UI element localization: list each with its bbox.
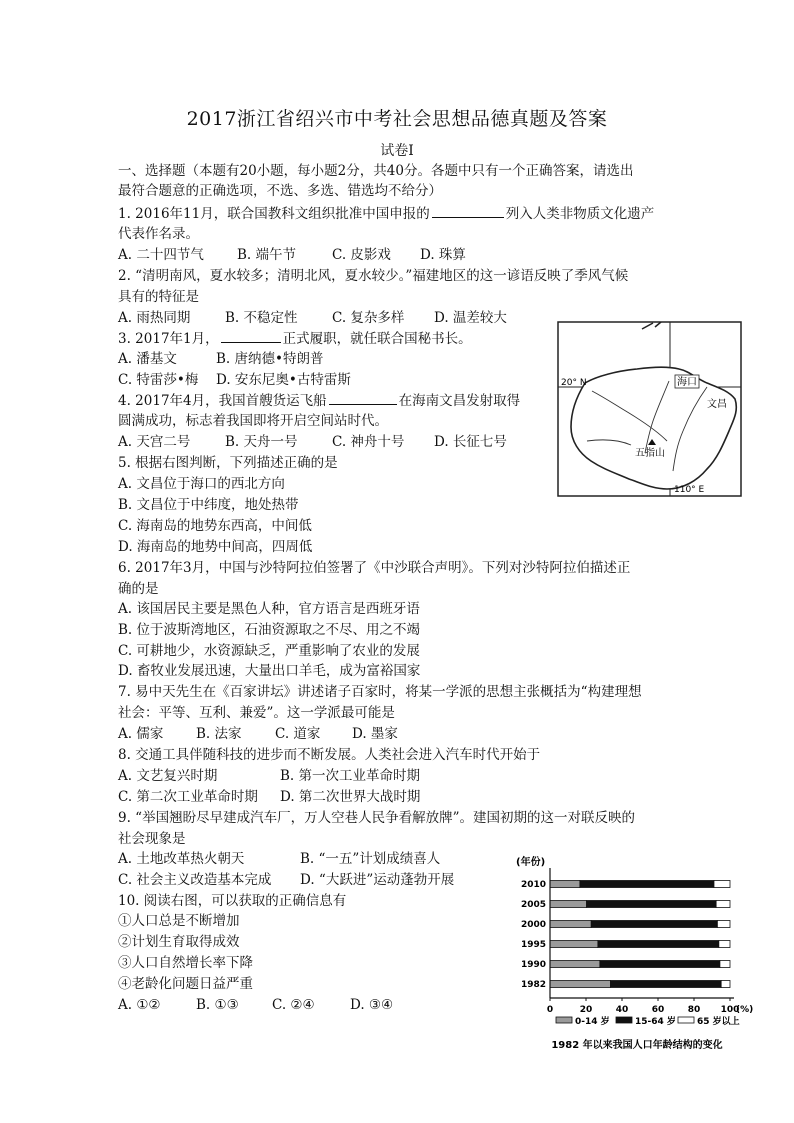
instructions-line-1: 一、选择题（本题有20小题，每小题2分，共40分。各题中只有一个正确答案，请选出 xyxy=(118,163,634,179)
q4-stem-cont: 圆满成功，标志着我国即将开启空间站时代。 xyxy=(118,413,388,429)
q3-option-a: A. 潘基文 xyxy=(118,351,177,367)
bar-segment xyxy=(720,961,730,968)
bar-segment xyxy=(598,941,719,948)
q10-stem: 10. 阅读右图，可以获取的正确信息有 xyxy=(118,893,347,909)
instructions-line-2: 最符合题意的正确选项，不选、多选、错选均不给分） xyxy=(118,183,442,199)
q5-option-c: C. 海南岛的地势东西高，中间低 xyxy=(118,518,312,534)
y-tick-label: 1990 xyxy=(520,960,546,970)
latitude-label: 20° N xyxy=(561,378,587,388)
bar-segment xyxy=(550,901,587,908)
x-axis-unit: (%) xyxy=(736,1005,754,1015)
q3-option-b: B. 唐纳德•特朗普 xyxy=(216,351,324,367)
q1-option-c: C. 皮影戏 xyxy=(332,247,391,263)
q10-item-4: ④老龄化问题日益严重 xyxy=(118,976,253,992)
q9-stem-cont: 社会现象是 xyxy=(118,831,186,847)
bar-segment xyxy=(716,901,730,908)
q4-option-c: C. 神舟十号 xyxy=(332,434,405,450)
chart-title: 1982 年以来我国人口年龄结构的变化 xyxy=(551,1040,723,1051)
q5-stem: 5. 根据右图判断，下列描述正确的是 xyxy=(118,455,338,471)
q7-option-b: B. 法家 xyxy=(196,726,242,742)
q8-option-d: D. 第二次世界大战时期 xyxy=(280,789,421,805)
q2-option-b: B. 不稳定性 xyxy=(225,310,298,326)
q4-stem: 4. 2017年4月，我国首艘货运飞船 在海南文昌发射取得 xyxy=(118,390,520,411)
bar-segment xyxy=(550,941,598,948)
bar-segment xyxy=(591,921,717,928)
q2-stem: 2. “清明南风，夏水较多；清明北风，夏水较少。”福建地区的这一谚语反映了季风气候 xyxy=(118,268,629,284)
longitude-label: 110° E xyxy=(674,485,705,495)
y-tick-label: 2010 xyxy=(520,880,546,890)
x-tick-label: 0 xyxy=(546,1005,554,1015)
q2-option-c: C. 复杂多样 xyxy=(332,310,405,326)
bar-segment xyxy=(719,941,730,948)
legend-swatch xyxy=(616,1017,632,1023)
q6-option-d: D. 畜牧业发展迅速，大量出口羊毛，成为富裕国家 xyxy=(118,663,421,679)
q10-item-3: ③人口自然增长率下降 xyxy=(118,955,253,971)
bar-segment xyxy=(610,981,721,988)
q3-option-c: C. 特雷莎•梅 xyxy=(118,372,199,388)
q10-option-c: C. ②④ xyxy=(272,997,315,1013)
q7-option-c: C. 道家 xyxy=(275,726,321,742)
q7-option-d: D. 墨家 xyxy=(352,726,398,742)
x-tick-label: 60 xyxy=(651,1005,665,1015)
q2-stem-cont: 具有的特征是 xyxy=(118,289,199,305)
q9-option-a: A. 土地改革热火朝天 xyxy=(118,851,245,867)
q9-option-c: C. 社会主义改造基本完成 xyxy=(118,872,272,888)
q4-option-a: A. 天宫二号 xyxy=(118,434,191,450)
q4-option-d: D. 长征七号 xyxy=(434,434,507,450)
bar-segment xyxy=(714,881,730,888)
y-tick-label: 1995 xyxy=(520,940,546,950)
q3-stem: 3. 2017年1月， 正式履职，就任联合国秘书长。 xyxy=(118,328,472,349)
wuzhishan-label: 五指山 xyxy=(635,448,665,459)
q1-blank xyxy=(432,203,504,218)
x-tick-label: 100 xyxy=(720,1005,740,1015)
q10-option-a: A. ①② xyxy=(118,997,161,1013)
bar-segment xyxy=(721,981,730,988)
q1-stem: 1. 2016年11月，联合国教科文组织批准中国申报的 列入人类非物质文化遗产 xyxy=(118,203,654,224)
q10-option-b: B. ①③ xyxy=(196,997,239,1013)
bar-segment xyxy=(550,921,591,928)
legend-label: 0-14 岁 xyxy=(575,1017,610,1027)
x-tick-label: 20 xyxy=(579,1005,593,1015)
y-tick-label: 2000 xyxy=(520,920,546,930)
q6-stem: 6. 2017年3月，中国与沙特阿拉伯签署了《中沙联合声明》。下列对沙特阿拉伯描述正 xyxy=(118,560,631,576)
q1-stem-cont: 代表作名录。 xyxy=(118,226,199,242)
bar-segment xyxy=(550,961,600,968)
q4-blank xyxy=(329,390,397,405)
q1-option-d: D. 珠算 xyxy=(420,247,466,263)
q9-option-d: D. “大跃进”运动蓬勃开展 xyxy=(300,872,455,888)
y-tick-label: 2005 xyxy=(520,900,546,910)
q3-option-d: D. 安东尼奥•古特雷斯 xyxy=(216,372,351,388)
q9-option-b: B. “一五”计划成绩喜人 xyxy=(300,851,441,867)
bar-segment xyxy=(600,961,720,968)
page-title: 2017浙江省绍兴市中考社会思想品德真题及答案 xyxy=(186,108,608,130)
q6-option-b: B. 位于波斯湾地区，石油资源取之不尽、用之不竭 xyxy=(118,622,421,638)
chart-ylabel: (年份) xyxy=(516,857,546,868)
bar-segment xyxy=(550,881,580,888)
bar-segment xyxy=(580,881,714,888)
q6-stem-cont: 确的是 xyxy=(118,581,159,597)
population-chart xyxy=(512,852,762,1052)
legend-label: 65 岁以上 xyxy=(697,1017,740,1027)
q3-blank xyxy=(221,328,281,343)
x-tick-label: 80 xyxy=(687,1005,701,1015)
q7-stem: 7. 易中天先生在《百家讲坛》讲述诸子百家时，将某一学派的思想主张概括为“构建理想 xyxy=(118,684,642,700)
bar-segment xyxy=(550,981,610,988)
q10-option-d: D. ③④ xyxy=(350,997,394,1013)
x-tick-label: 40 xyxy=(615,1005,629,1015)
q8-stem: 8. 交通工具伴随科技的进步而不断发展。人类社会进入汽车时代开始于 xyxy=(118,747,541,763)
bar-segment xyxy=(717,921,730,928)
q9-stem: 9. “举国翘盼尽早建成汽车厂，万人空巷人民争看解放牌”。建国初期的这一对联反映的 xyxy=(118,810,635,826)
q8-option-b: B. 第一次工业革命时期 xyxy=(280,768,421,784)
wenchang-label: 文昌 xyxy=(707,399,727,410)
haikou-label: 海口 xyxy=(677,377,697,388)
q5-option-d: D. 海南岛的地势中间高，四周低 xyxy=(118,539,313,555)
y-tick-label: 1982 xyxy=(520,980,546,990)
hainan-map xyxy=(557,321,742,497)
q4-option-b: B. 天舟一号 xyxy=(225,434,298,450)
q10-item-1: ①人口总是不断增加 xyxy=(118,913,240,929)
legend-swatch xyxy=(556,1017,572,1023)
paper-subtitle: 试卷Ⅰ xyxy=(380,143,414,159)
q8-option-c: C. 第二次工业革命时期 xyxy=(118,789,258,805)
bar-segment xyxy=(587,901,717,908)
legend-swatch xyxy=(678,1017,694,1023)
q7-option-a: A. 儒家 xyxy=(118,726,164,742)
q5-option-b: B. 文昌位于中纬度，地处热带 xyxy=(118,497,299,513)
legend-label: 15-64 岁 xyxy=(635,1017,676,1027)
q8-option-a: A. 文艺复兴时期 xyxy=(118,768,218,784)
q10-item-2: ②计划生育取得成效 xyxy=(118,934,240,950)
q6-option-a: A. 该国居民主要是黑色人种，官方语言是西班牙语 xyxy=(118,601,420,617)
q6-option-c: C. 可耕地少，水资源缺乏，严重影响了农业的发展 xyxy=(118,643,420,659)
q1-option-a: A. 二十四节气 xyxy=(118,247,204,263)
q1-option-b: B. 端午节 xyxy=(237,247,297,263)
q5-option-a: A. 文昌位于海口的西北方向 xyxy=(118,476,285,492)
q7-stem-cont: 社会：平等、互利、兼爱”。这一学派最可能是 xyxy=(118,705,395,721)
q2-option-a: A. 雨热同期 xyxy=(118,310,191,326)
q2-option-d: D. 温差较大 xyxy=(434,310,507,326)
